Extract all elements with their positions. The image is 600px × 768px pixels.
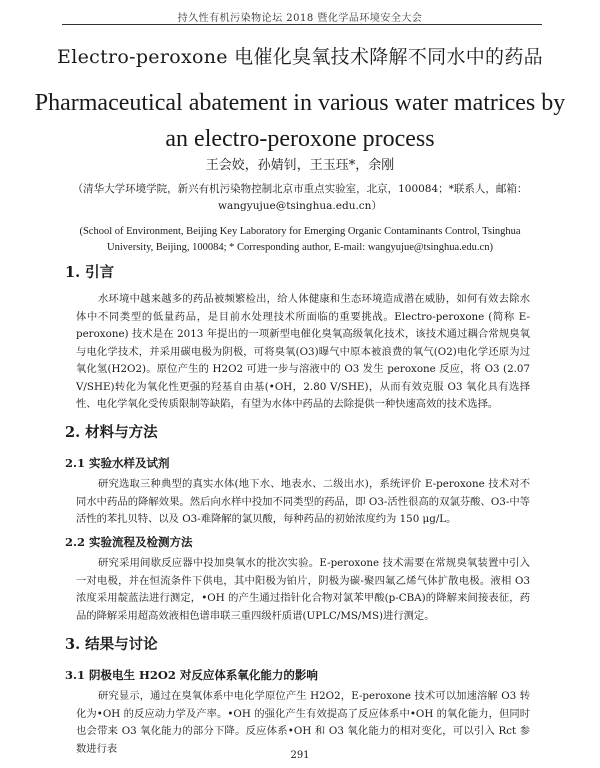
subsection-heading-2-1: 2.1 实验水样及试剂 — [65, 456, 170, 470]
subsection-2-1-paragraph: 研究选取三种典型的真实水体(地下水、地表水、二级出水)，系统评价 E-peroxone 技术对不同水中药品的降解效果。然后向水样中投加不同类型的药品，即 O3-活性很高的双氯芬酸、O3-中等活性的苯扎贝特、以及 O3-难降解的氯贝酸，每种药品的初始浓度约为 150 μg/L。 — [76, 478, 530, 525]
header-divider — [62, 24, 542, 25]
subsection-heading-3-1: 3.1 阴极电生 H2O2 对反应体系氧化能力的影响 — [65, 668, 318, 682]
section-heading-introduction: 1. 引言 — [65, 264, 115, 281]
subsection-heading-2-2: 2.2 实验流程及检测方法 — [65, 535, 193, 549]
author-list: 王会姣，孙婧钊，王玉珏*，余刚 — [205, 158, 395, 173]
section-heading-results: 3. 结果与讨论 — [65, 636, 158, 653]
page-number: 291 — [290, 750, 310, 761]
affiliation-english: (School of Environment, Beijing Key Laboratory for Emerging Organic Contaminants Control, Tsinghua University, Beijing, 100084; * Corresponding author, E-mail: wangyujue@tsinghua.edu.cn) — [79, 226, 521, 253]
subsection-2-2-paragraph: 研究采用间歇反应器中投加臭氧水的批次实验。E-peroxone 技术需要在常规臭氧装置中引入一对电极，并在恒流条件下供电，其中阳极为铂片，阴极为碳-聚四氟乙烯气体扩散电极。液相 O3 浓度采用靛蓝法进行测定，•OH 的产生通过指针化合物对氯苯甲酸(p-CBA)的降解来间接表征，药品的降解采用超高效液相色谱串联三重四级杆质谱(UPLC/MS/MS)进行测定。 — [76, 557, 530, 622]
introduction-paragraph: 水环境中越来越多的药品被频繁检出，给人体健康和生态环境造成潜在威胁，如何有效去除水体中不同类型的低量药品，是目前水处理技术所面临的重要挑战。Electro-peroxone (简称 E-peroxone) 技术是在 2013 年提出的一项新型电催化臭氧高级氧化技术，该技术通过耦合常规臭氧与电化学技术，并采用碳电极为阴极，可将臭氧(O3)曝气中原本被浪费的氧气(O2)电化学还原为过氧化氢(H2O2)。原位产生的 H2O2 可进一步与溶液中的 O3 发生 peroxone 反应，将 O3 (2.07 V/SHE)转化为氧化性更强的羟基自由基(•OH，2.80 V/SHE)，从而有效克服 O3 氧化具有选择性、电化学氧化受传质限制等缺陷，有望为水体中药品的去除提供一种快速高效的技术选择。 — [76, 293, 530, 410]
section-heading-methods: 2. 材料与方法 — [65, 424, 158, 441]
title-english: Pharmaceutical abatement in various water matrices by an electro-peroxone process — [34, 90, 566, 152]
running-header: 持久性有机污染物论坛 2018 暨化学品环境安全大会 — [177, 13, 423, 24]
affiliation-chinese: （清华大学环境学院，新兴有机污染物控制北京市重点实验室，北京，100084；*联系人，邮箱：wangyujue@tsinghua.edu.cn） — [72, 183, 528, 212]
subsection-3-1-paragraph: 研究显示，通过在臭氧体系中电化学原位产生 H2O2，E-peroxone 技术可以加速溶解 O3 转化为•OH 的反应动力学及产率。•OH 的强化产生有效提高了反应体系中•OH 的氧化能力，但同时也会带来 O3 氧化能力的部分下降。反应体系•OH 和 O3 氧化能力的相对变化，可以引入 Rct 参数进行表 — [76, 690, 530, 755]
title-chinese: Electro-peroxone 电催化臭氧技术降解不同水中的药品 — [57, 46, 543, 68]
